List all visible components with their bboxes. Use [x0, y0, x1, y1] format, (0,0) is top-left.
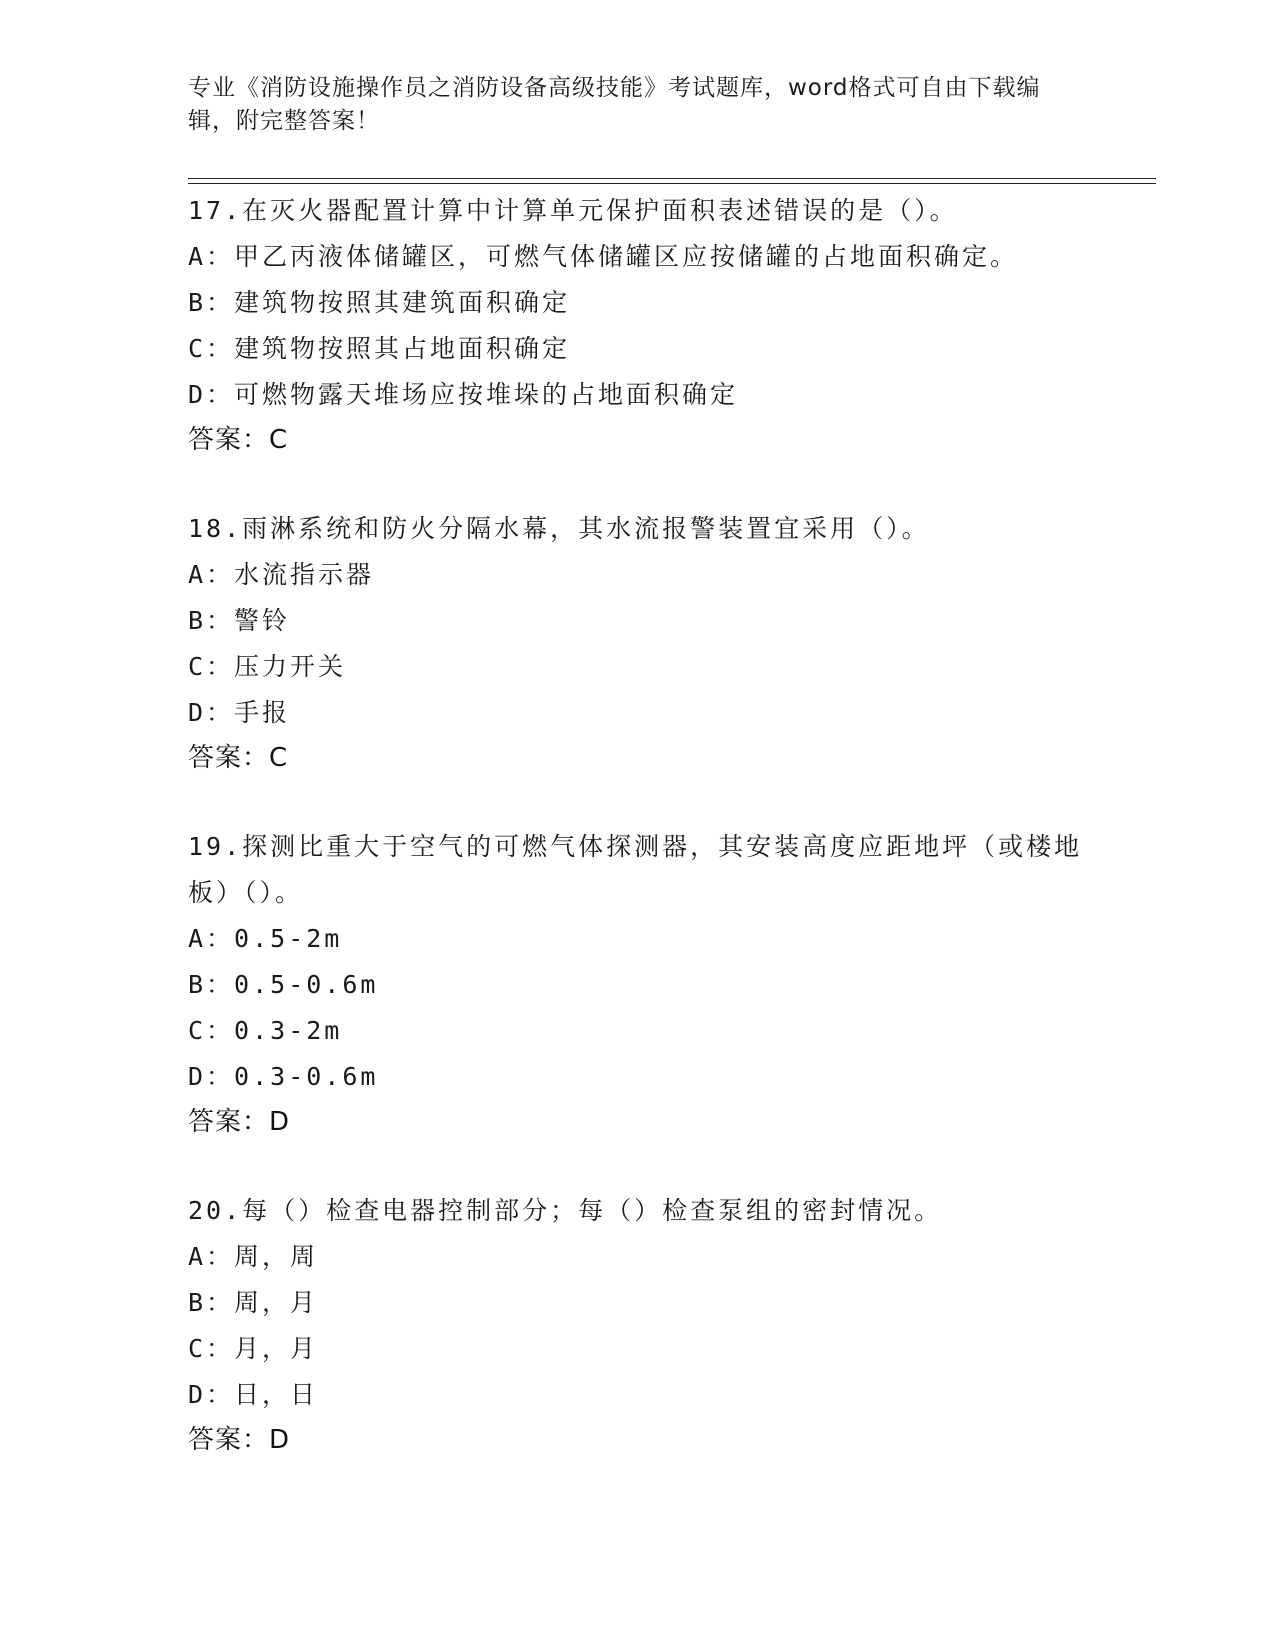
question-stem: 18.雨淋系统和防火分隔水幕，其水流报警装置宜采用（）。	[188, 514, 930, 543]
option-b: B：警铃	[188, 606, 291, 635]
answer: 答案：D	[188, 1425, 291, 1455]
option-b: B：0.5-0.6m	[188, 970, 379, 999]
option-c: C：0.3-2m	[188, 1016, 343, 1045]
question-stem: 17.在灭火器配置计算中计算单元保护面积表述错误的是（）。	[188, 196, 958, 225]
question-20	[188, 1188, 1088, 1462]
option-c: C：月，月	[188, 1334, 319, 1363]
option-a: A：甲乙丙液体储罐区，可燃气体储罐区应按储罐的占地面积确定。	[188, 242, 1019, 271]
option-d: D：日，日	[188, 1380, 319, 1409]
option-a: A：周，周	[188, 1242, 319, 1271]
answer: 答案：D	[188, 1107, 291, 1137]
header-line-2: 辑，附完整答案！	[188, 108, 380, 134]
option-c: C：压力开关	[188, 652, 347, 681]
question-17	[188, 188, 1088, 462]
option-d: D：手报	[188, 698, 291, 727]
option-b: B：周，月	[188, 1288, 319, 1317]
header-divider-bottom	[188, 183, 1156, 184]
answer: 答案：C	[188, 743, 289, 773]
header-divider-top	[188, 178, 1156, 179]
option-a: A：0.5-2m	[188, 924, 343, 953]
option-d: D：0.3-0.6m	[188, 1062, 379, 1091]
document-header	[188, 72, 1068, 138]
option-b: B：建筑物按照其建筑面积确定	[188, 288, 571, 317]
option-a: A：水流指示器	[188, 560, 375, 589]
question-stem: 19.探测比重大于空气的可燃气体探测器，其安装高度应距地坪（或楼地板）（）。	[188, 832, 1083, 907]
question-list	[188, 188, 1088, 1506]
header-line-1: 专业《消防设施操作员之消防设备高级技能》考试题库，word格式可自由下载编	[188, 75, 1041, 101]
option-c: C：建筑物按照其占地面积确定	[188, 334, 571, 363]
question-19	[188, 824, 1088, 1144]
answer: 答案：C	[188, 425, 289, 455]
question-stem: 20.每（）检查电器控制部分；每（）检查泵组的密封情况。	[188, 1196, 943, 1225]
question-18	[188, 506, 1088, 780]
option-d: D：可燃物露天堆场应按堆垛的占地面积确定	[188, 380, 739, 409]
